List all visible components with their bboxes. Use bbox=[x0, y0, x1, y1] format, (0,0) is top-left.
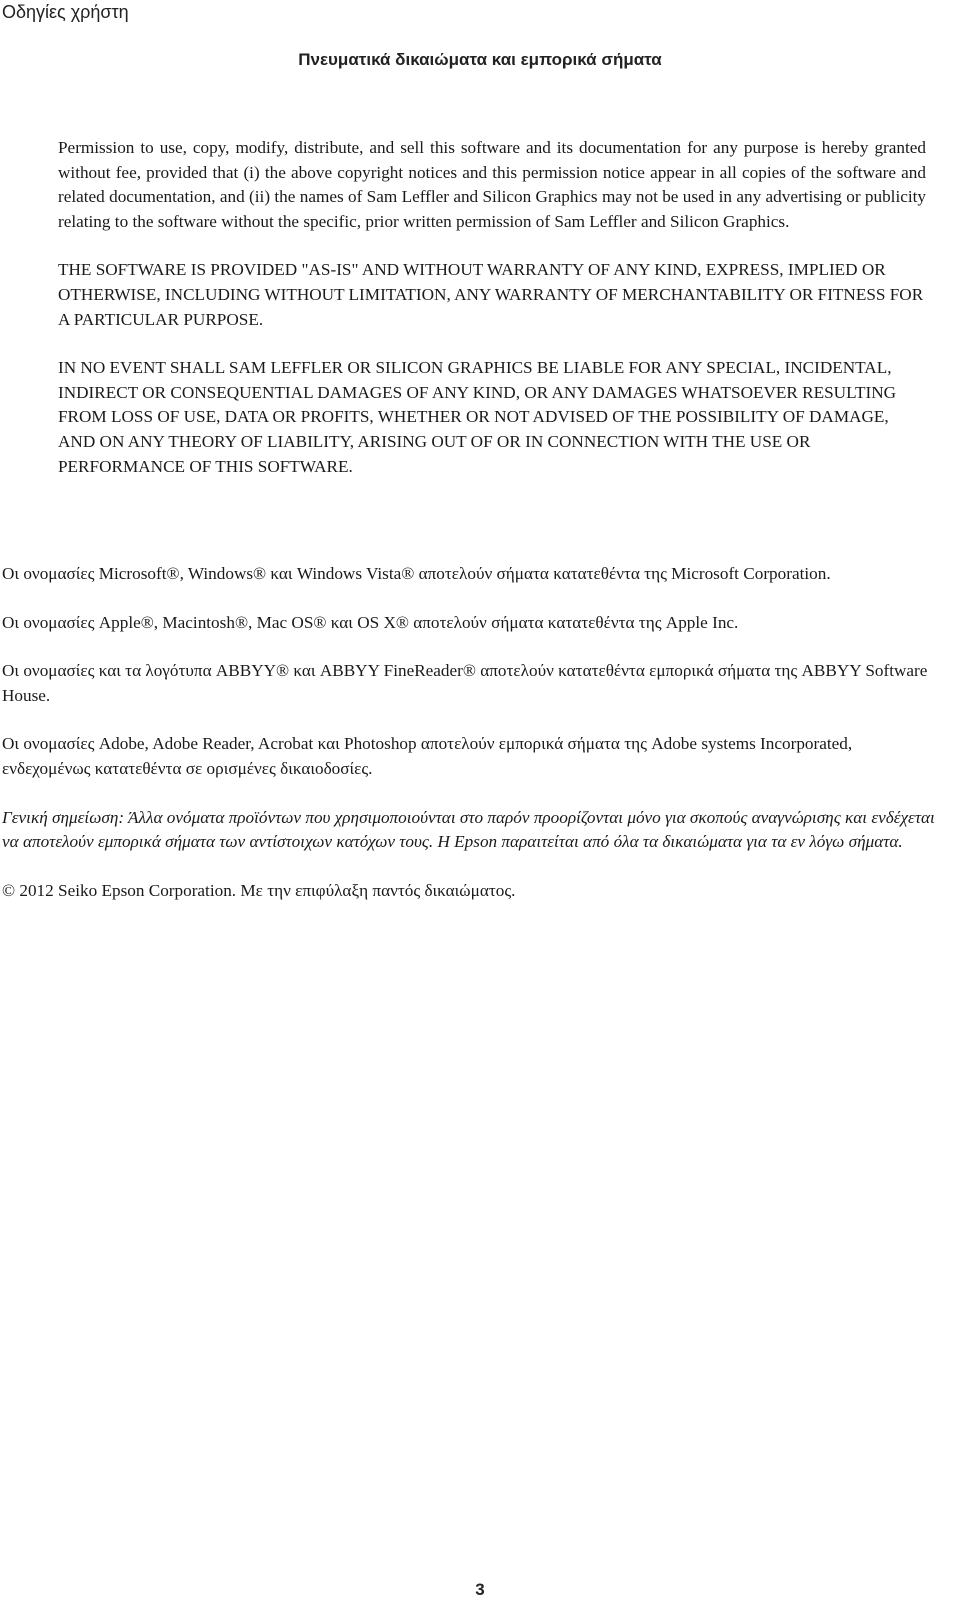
page-number: 3 bbox=[475, 1580, 485, 1599]
trademark-text-block bbox=[2, 562, 944, 927]
copyright-paragraph: © 2012 Seiko Epson Corporation. Με την επιφύλαξη παντός δικαιώματος. bbox=[2, 880, 516, 900]
license-permission-paragraph: Permission to use, copy, modify, distribute, and sell this software and its documentation for any purpose is hereby granted without fee, provided that (i) the above copyright notices and this permission notice appear in all copies of the software and related documentation, and (ii) the names of Sam Leffler and Silicon Graphics may not be used in any advertising or publicity relating to the software without the specific, prior written permission of Sam Leffler and Silicon Graphics. bbox=[58, 138, 926, 231]
section-title: Πνευματικά δικαιώματα και εμπορικά σήματα bbox=[298, 50, 662, 69]
license-text-block bbox=[58, 136, 926, 503]
license-liability-paragraph: IN NO EVENT SHALL SAM LEFFLER OR SILICON GRAPHICS BE LIABLE FOR ANY SPECIAL, INCIDENTAL, INDIRECT OR CONSEQUENTIAL DAMAGES OF ANY KIND, OR ANY DAMAGES WHATSOEVER RESULTING FROM LOSS OF USE, DATA OR PROFITS, WHETHER OR NOT ADVISED OF THE POSSIBILITY OF DAMAGE, AND ON ANY THEORY OF LIABILITY, ARISING OUT OF OR IN CONNECTION WITH THE USE OR PERFORMANCE OF THIS SOFTWARE. bbox=[58, 358, 897, 476]
general-note-paragraph: Γενική σημείωση: Άλλα ονόματα προϊόντων που χρησιμοποιούνται στο παρόν προορίζονται μόνο για σκοπούς αναγνώρισης και ενδέχεται να αποτελούν εμπορικά σήματα των αντίστοιχων κατόχων τους. Η Epson παραιτείται από όλα τα δικαιώματα για τα εν λόγω σήματα. bbox=[2, 807, 935, 852]
trademark-microsoft-paragraph: Οι ονομασίες Microsoft®, Windows® και Windows Vista® αποτελούν σήματα κατατεθέντα της Microsoft Corporation. bbox=[2, 564, 831, 583]
license-warranty-paragraph: THE SOFTWARE IS PROVIDED "AS-IS" AND WITHOUT WARRANTY OF ANY KIND, EXPRESS, IMPLIED OR OTHERWISE, INCLUDING WITHOUT LIMITATION, ANY WARRANTY OF MERCHANTABILITY OR FITNESS FOR A PARTICULAR PURPOSE. bbox=[58, 260, 924, 329]
trademark-abbyy-paragraph: Οι ονομασίες και τα λογότυπα ABBYY® και ABBYY FineReader® αποτελούν κατατεθέντα εμπορικά σήματα της ABBYY Software House. bbox=[2, 661, 928, 705]
document-header-title: Οδηγίες χρήστη bbox=[2, 2, 129, 22]
trademark-apple-paragraph: Οι ονομασίες Apple®, Macintosh®, Mac OS® και OS X® αποτελούν σήματα κατατεθέντα της Apple Inc. bbox=[2, 612, 739, 632]
trademark-adobe-paragraph: Οι ονομασίες Adobe, Adobe Reader, Acrobat και Photoshop αποτελούν εμπορικά σήματα της Adobe systems Incorporated, ενδεχομένως κατατεθέντα σε ορισμένες δικαιοδοσίες. bbox=[2, 734, 853, 778]
